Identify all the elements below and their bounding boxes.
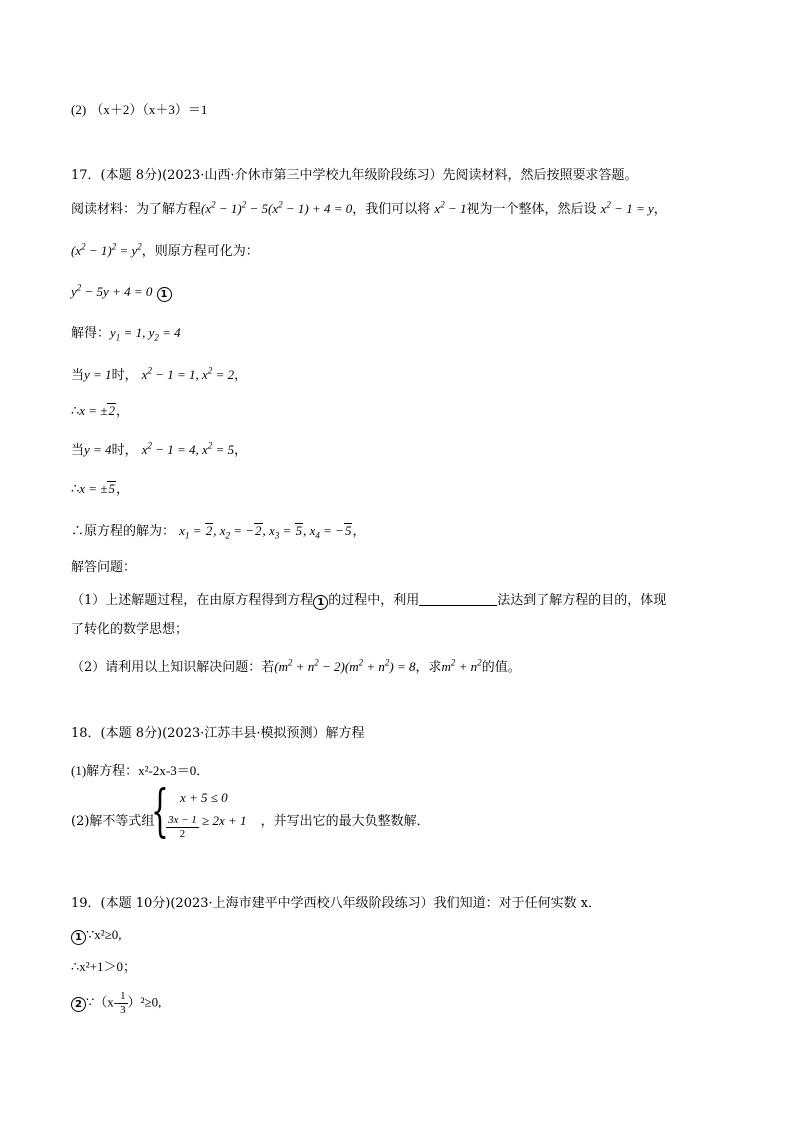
problem-16-part-2 [71, 100, 207, 121]
circle-two-marker: 2 [71, 997, 86, 1012]
inequality-1: x + 5 ≤ 0 [180, 790, 228, 805]
inequality-system-brace: { [151, 779, 169, 844]
question-17-header: 17．(本题 8分)(2023·山西·介休市第三中学校九年级阶段练习）先阅读材料，然后按照要求答题。 [71, 168, 638, 183]
q17-sub-question-1-cont: 了转化的数学思想； [71, 622, 189, 637]
q17-material-line1: 阅读材料：为了解方程$(x^2 - 1)^2 - 5(x^2 - 1) + 4 = 0$，我们可以将 $x^2 - 1$视为一个整体，然后设 $x^2 - 1 = y$， [71, 199, 667, 217]
q17-line2-suffix: ，则原方程可化为： [141, 244, 259, 259]
q17-substitution-square: $(x^2 - 1)^2 = y^2$ [71, 241, 142, 258]
q17-case-1-result: ∴x = ±2， [71, 403, 129, 419]
q17-substitution: $x^2 - 1 = y$ [600, 199, 654, 216]
circle-one-marker: 1 [71, 930, 86, 945]
equation: （x＋2）（x＋3）＝1 [90, 102, 208, 117]
q19-line-2: ∴x²+1＞0； [71, 959, 137, 974]
one-third-fraction: $\frac{1}{3}$ [120, 990, 126, 1016]
q17-case-2-result: ∴x = ±5， [71, 481, 129, 497]
q17-read-prefix: 阅读材料：为了解方程 [71, 202, 202, 217]
q19-line-1: 1 ∵x²≥0, [71, 925, 122, 945]
q17-x2-1: $x^2 - 1$ [434, 199, 467, 216]
inequality-2: $\frac{3x - 1}{2}$ ≥ 2x + 1 [168, 813, 247, 840]
q17-solution: 解得：$y_1 = 1$, $y_2 = 4$ [71, 325, 181, 343]
q17-answer-label: 解答问题： [71, 560, 137, 575]
part-label: (2) [71, 102, 87, 117]
q17-read-mid2: 视为一个整体，然后设 [466, 202, 597, 217]
q17-original-solution: ∴原方程的解为： $x_1 = 2$, $x_2 = -2$, $x_3 = 5$, $x_4 = -5$， [71, 523, 366, 541]
answer-blank[interactable] [419, 591, 497, 606]
circle-one-marker: 1 [157, 287, 172, 302]
q19-line-3: 2 ∵（x- $\frac{1}{3}$ ）²≥0, [71, 990, 161, 1017]
q17-equation: $(x^2 - 1)^2 - 5(x^2 - 1) + 4 = 0$ [201, 199, 353, 216]
q18-part-2: (2)解不等式组 ，并写出它的最大负整数解． [71, 814, 430, 829]
q17-case-2: 当y = 4时， $x^2 - 1 = 4$, $x^2 = 5$， [71, 440, 248, 458]
q17-case-1: 当y = 1时， $x^2 - 1 = 1$, $x^2 = 2$， [71, 365, 248, 383]
q18-part-1: (1)解方程：x²-2x-3＝0． [71, 763, 210, 778]
q17-read-mid: ，我们可以将 [352, 202, 431, 217]
q17-material-line2 [71, 241, 259, 262]
circle-one-marker: 1 [313, 595, 328, 610]
q17-sub-question-1: （1）上述解题过程，在由原方程得到方程 1 的过程中，利用 法达到了解方程的目的，体现 [71, 593, 667, 608]
q17-transformed-equation: $y^2 - 5y + 4 = 0$ 1 [71, 282, 172, 303]
q17-sub-question-2: （2）请利用以上知识解决问题：若$(m^2 + n^2 - 2)(m^2 + n^2) = 8$，求$m^2 + n^2$的值。 [71, 657, 521, 675]
question-18-header: 18．(本题 8分)(2023·江苏丰县·模拟预测）解方程 [71, 726, 365, 741]
question-19-header: 19．(本题 10分)(2023·上海市建平中学西校八年级阶段练习）我们知道：对于任何实数 x． [71, 896, 602, 911]
